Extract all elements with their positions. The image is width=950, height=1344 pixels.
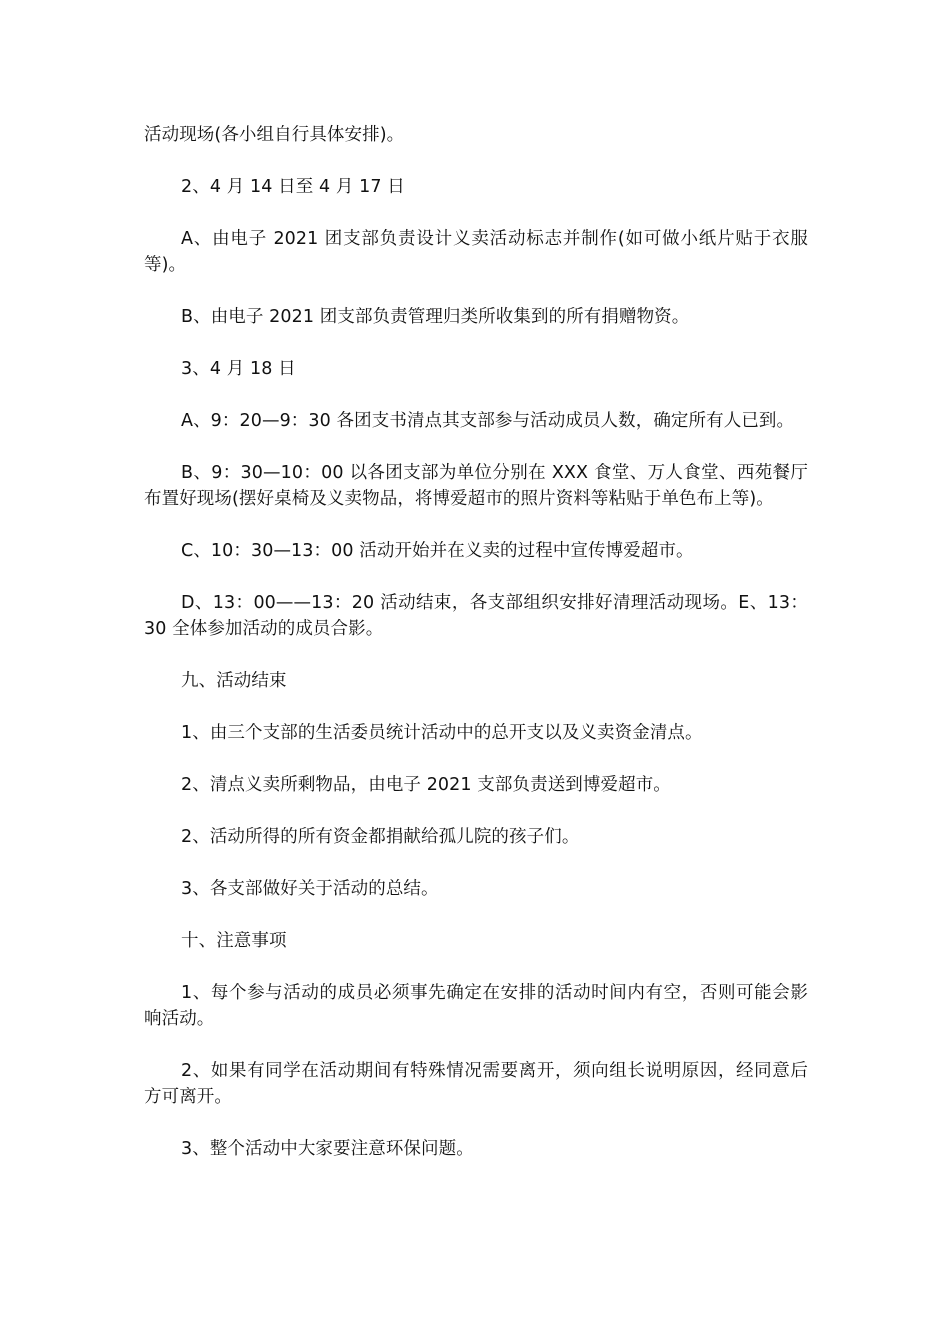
paragraph-date-apr-18: 3、4 月 18 日 — [181, 359, 296, 379]
paragraph-end-item-3: 3、各支部做好关于活动的总结。 — [181, 879, 439, 899]
paragraph-note-1: 1、每个参与活动的成员必须事先确定在安排的活动时间内有空，否则可能会影响活动。 — [144, 983, 808, 1029]
paragraph-item-a-logo: A、由电子 2021 团支部负责设计义卖活动标志并制作(如可做小纸片贴于衣服等)。 — [144, 229, 808, 275]
paragraph-item-d-end: D、13：00——13：20 活动结束，各支部组织安排好清理活动现场。E、13：30 全体参加活动的成员合影。 — [144, 593, 808, 639]
paragraph-end-item-2a: 2、清点义卖所剩物品，由电子 2021 支部负责送到博爱超市。 — [181, 775, 671, 795]
paragraph-note-2: 2、如果有同学在活动期间有特殊情况需要离开，须向组长说明原因，经同意后方可离开。 — [144, 1061, 808, 1107]
paragraph-date-apr-14-17: 2、4 月 14 日至 4 月 17 日 — [181, 177, 405, 197]
paragraph-item-c-start: C、10：30—13：00 活动开始并在义卖的过程中宣传博爱超市。 — [181, 541, 694, 561]
paragraph-end-item-2b: 2、活动所得的所有资金都捐献给孤儿院的孩子们。 — [181, 827, 580, 847]
paragraph-continuation: 活动现场(各小组自行具体安排)。 — [144, 125, 405, 145]
section-heading-notes: 十、注意事项 — [181, 931, 287, 951]
paragraph-end-item-1: 1、由三个支部的生活委员统计活动中的总开支以及义卖资金清点。 — [181, 723, 703, 743]
section-heading-activity-end: 九、活动结束 — [181, 671, 287, 691]
paragraph-item-a-roll-call: A、9：20—9：30 各团支书清点其支部参与活动成员人数，确定所有人已到。 — [181, 411, 795, 431]
paragraph-note-3: 3、整个活动中大家要注意环保问题。 — [181, 1139, 474, 1159]
document-body — [144, 122, 808, 1188]
paragraph-item-b-donations: B、由电子 2021 团支部负责管理归类所收集到的所有捐赠物资。 — [181, 307, 690, 327]
paragraph-item-b-setup: B、9：30—10：00 以各团支部为单位分别在 XXX 食堂、万人食堂、西苑餐厅布置好现场(摆好桌椅及义卖物品，将博爱超市的照片资料等粘贴于单色布上等)。 — [144, 463, 808, 509]
